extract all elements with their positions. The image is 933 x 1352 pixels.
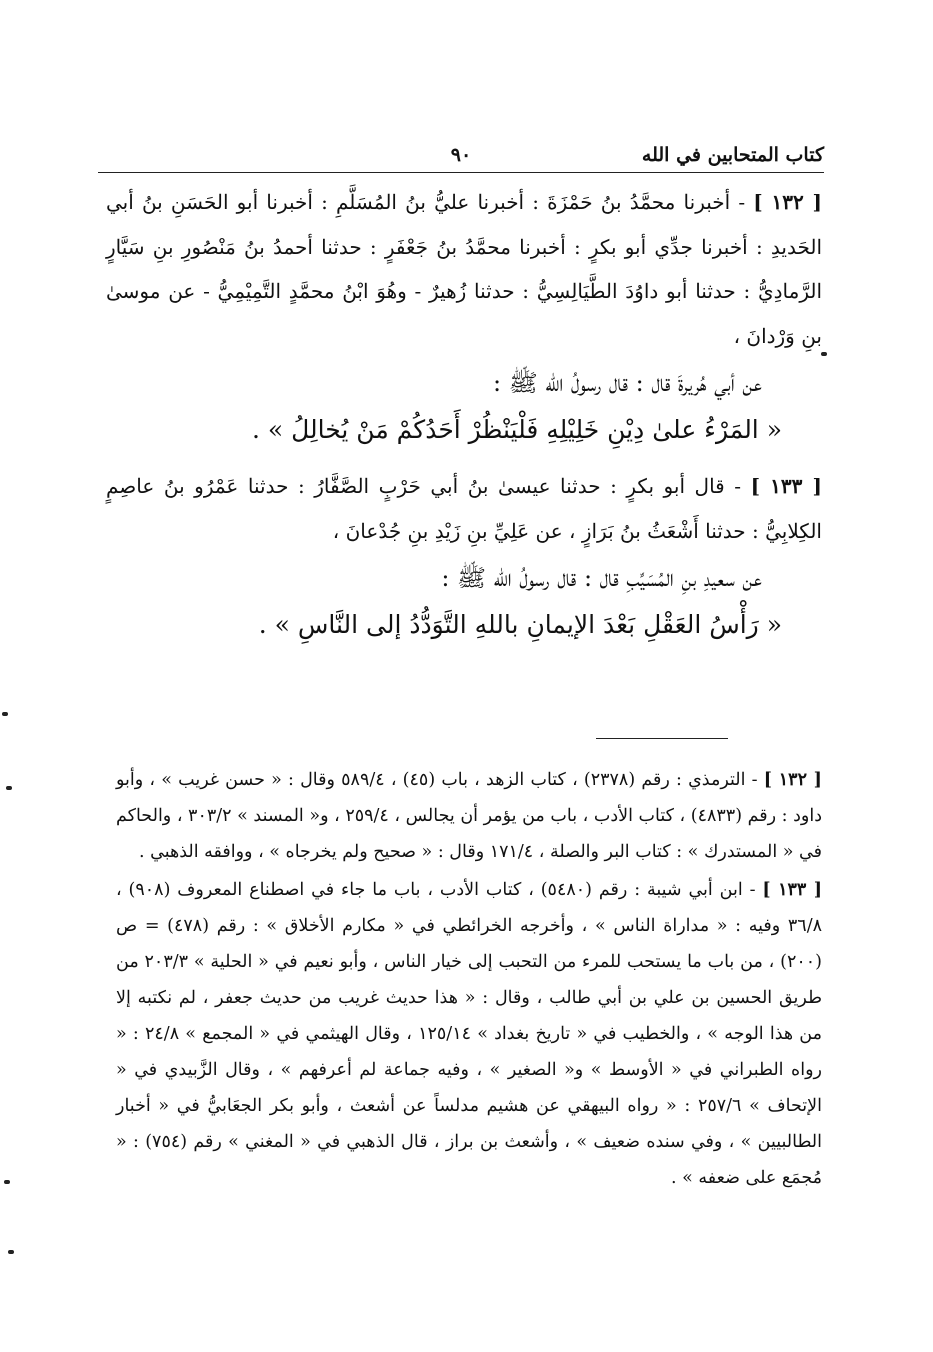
isnad-text: - قال أبو بكرٍ : حدثنا عيسىٰ بنُ أبي حَرْبٍ الصَّفَّارُ : حدثنا عَمْرُو بنُ عاصِمٍ الكِلابِيُّ : حدثنا أَشْعَثُ بنُ بَرَازٍ ، عن عَلِيِّ بنِ زَيْدِ بنِ جُدْعانَ ، (106, 474, 822, 543)
hadith-isnad (106, 180, 822, 358)
hadith-133 (106, 464, 822, 649)
scan-speck (4, 1180, 10, 1184)
footnote-text: - الترمذي : رقم (٢٣٧٨) ، كتاب الزهد ، باب (٤٥) ، ٥٨٩/٤ وقال : « حسن غريب » ، وأبو داود : رقم (٤٨٣٣) ، كتاب الأدب ، باب من يؤمر أن يجالس ، ٢٥٩/٤ ، و« المسند » ٣٠٣/٢ ، والحاكم في « المستدرك » : كتاب البر والصلة ، ١٧١/٤ وقال : « صحيح ولم يخرجاه » ، ووافقه الذهبي . (116, 770, 822, 862)
hadith-matn: « رَأْسُ العَقْلِ بَعْدَ الإيمانِ باللهِ التَّوَدُّدُ إلى النَّاسِ » . (258, 610, 782, 639)
footnote-132 (116, 762, 822, 870)
footnote-133 (116, 872, 822, 1196)
hadith-132 (106, 180, 822, 454)
footnote-number: [ ١٣٣ ] (762, 880, 822, 900)
hadith-matn-intro: عن أبي هُريرةَ قال : قال رسولُ الله ﷺ : (493, 369, 762, 397)
hadith-isnad (106, 464, 822, 553)
scan-speck (6, 786, 12, 790)
scan-speck (2, 712, 8, 716)
header-rule (98, 172, 824, 173)
scan-speck (8, 1250, 14, 1254)
footnote-number: [ ١٣٢ ] (763, 770, 822, 790)
hadith-number: [ ١٣٢ ] (753, 190, 822, 214)
hadith-number: [ ١٣٣ ] (750, 474, 823, 498)
footnote-text: - ابن أبي شيبة : رقم (٥٤٨٠) ، كتاب الأدب ، باب ما جاء في اصطناع المعروف (٩٠٨) ، ٣٦/٨ وفيه : « مداراة الناس » ، وأخرجه الخرائطي في « مكارم الأخلاق » : رقم (٤٧٨) = ص (٢٠٠) ، من باب ما يستحب للمرء من التحبب إلى خيار الناس ، وأبو نعيم في « الحلية » ٢٠٣/٣ من طريق الحسين بن علي بن أبي طالب ، وقال : « هذا حديث غريب من حديث جعفر ، لم نكتبه إلا من هذا الوجه » ، والخطيب في « تاريخ بغداد » ١٢٥/١٤ ، وقال الهيثمي في « المجمع » ٢٤/٨ : « رواه الطبراني في « الأوسط » و« الصغير » ، وفيه جماعة لم أعرفهم » ، وقال الزَّبيدي في « الإتحاف » ٢٥٧/٦ : « رواه البيهقي عن هشيم مدلساً عن أشعث ، وأبو بكر الجعَابيُّ في « أخبار الطالبيين » ، وفي سنده ضعيف » ، وأشعث بن براز ، قال الذهبي في « المغني » رقم (٧٥٤) : « مُجمَع على ضعفه » . (116, 880, 823, 1188)
page-number: ٩٠ (450, 144, 472, 166)
footnotes (116, 762, 822, 1198)
hadith-matn: « المَرْءُ علىٰ دِيْنِ خَلِيْلِهِ فَلْيَنْظُرْ أَحَدُكُمْ مَنْ يُخالِلُ » . (251, 415, 782, 444)
hadith-matn-intro: عن سعيدِ بنِ المُسَيِّبِ قال : قال رسولُ الله ﷺ : (441, 564, 762, 592)
isnad-text: - أخبرنا محمَّدُ بنُ حَمْزَةَ : أخبرنا عليُّ بنُ المُسَلَّمِ : أخبرنا أبو الحَسَنِ بنُ أبي الحَديدِ : أخبرنا جدِّي أبو بكرٍ : أخبرنا محمَّدُ بنُ جَعْفَرٍ : حدثنا أحمدُ بنُ مَنْصُورِ بنِ سَيَّارٍ الرَّمادِيُّ : حدثنا أبو داوُدَ الطَّيَالِسِيُّ : حدثنا زُهيرٌ - وهُوَ ابْنُ محمَّدٍ التَّمِيْمِيُّ - عن موسىٰ بنِ وَرْدانَ ، (106, 190, 822, 348)
scan-speck (821, 352, 827, 356)
running-header (98, 140, 824, 174)
main-text (106, 180, 822, 659)
footnote-rule (596, 738, 728, 739)
book-title: كتاب المتحابين في الله (641, 144, 824, 166)
